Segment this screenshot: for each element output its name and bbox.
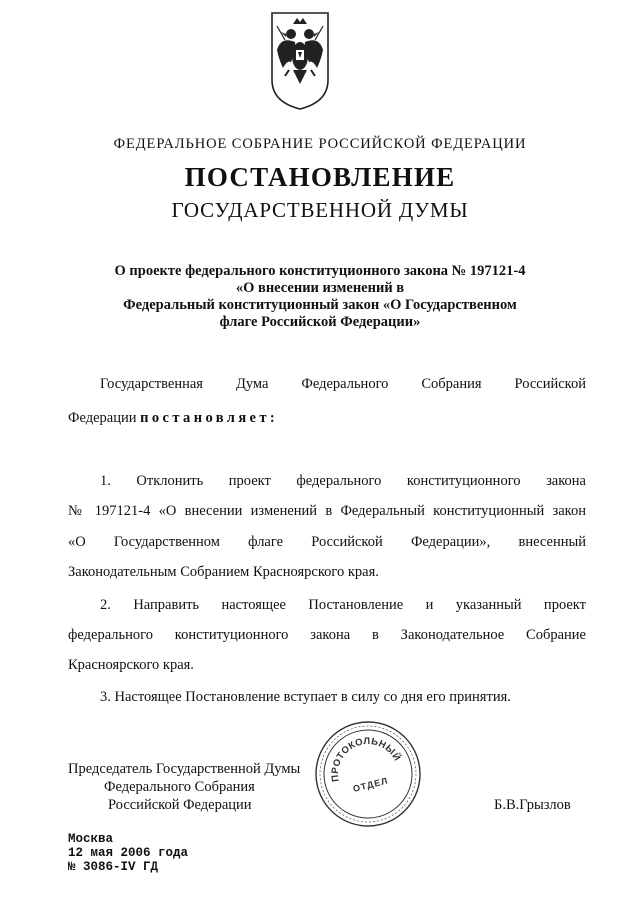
stamp-bottom-text: ОТДЕЛ xyxy=(351,775,390,794)
date: 12 мая 2006 года xyxy=(68,846,189,860)
item-1-line: 1. Отклонить проект федерального конституционного закона xyxy=(100,473,586,489)
item-2-line: Красноярского края. xyxy=(68,657,194,673)
subject-line: флаге Российской Федерации» xyxy=(219,314,421,330)
signatory-position-line: Председатель Государственной Думы xyxy=(68,761,301,777)
document-number: № 3086-IV ГД xyxy=(68,860,159,874)
coat-of-arms-icon xyxy=(269,10,331,112)
organization-title: ФЕДЕРАЛЬНОЕ СОБРАНИЕ РОССИЙСКОЙ ФЕДЕРАЦИИ xyxy=(113,136,527,152)
preamble-line xyxy=(68,409,586,427)
item-1-line: № 197121-4 «О внесении изменений в Федеральный конституционный закон xyxy=(68,503,586,519)
stamp-top-text: ПРОТОКОЛЬНЫЙ xyxy=(329,735,403,783)
svg-text:ПРОТОКОЛЬНЫЙ xyxy=(322,728,406,784)
item-3-line: 3. Настоящее Постановление вступает в силу со дня его принятия. xyxy=(100,689,511,705)
issuing-authority: ГОСУДАРСТВЕННОЙ ДУМЫ xyxy=(171,198,469,222)
preamble-text: Федерации xyxy=(68,410,137,426)
document-type: ПОСТАНОВЛЕНИЕ xyxy=(184,162,456,192)
item-1-line: «О Государственном флаге Российской Федерации», внесенный xyxy=(68,534,586,550)
signatory-name: Б.В.Грызлов xyxy=(494,797,571,813)
resolution-verb: постановляет: xyxy=(140,410,279,426)
item-1-line: Законодательным Собранием Красноярского края. xyxy=(68,564,379,580)
document-subject xyxy=(60,263,580,331)
signatory-position-line: Российской Федерации xyxy=(108,797,252,813)
item-2-line: 2. Направить настоящее Постановление и указанный проект xyxy=(100,597,586,613)
protocol-stamp-icon xyxy=(312,718,424,830)
subject-line: Федеральный конституционный закон «О Государственном xyxy=(123,297,517,313)
subject-line: О проекте федерального конституционного закона № 197121-4 xyxy=(114,263,526,279)
preamble-line: Государственная Дума Федерального Собрания Российской xyxy=(100,376,586,392)
city: Москва xyxy=(68,832,114,846)
signatory-position-line: Федерального Собрания xyxy=(104,779,255,795)
subject-line: «О внесении изменений в xyxy=(235,280,405,296)
item-2-line: федерального конституционного закона в Законодательное Собрание xyxy=(68,627,586,643)
